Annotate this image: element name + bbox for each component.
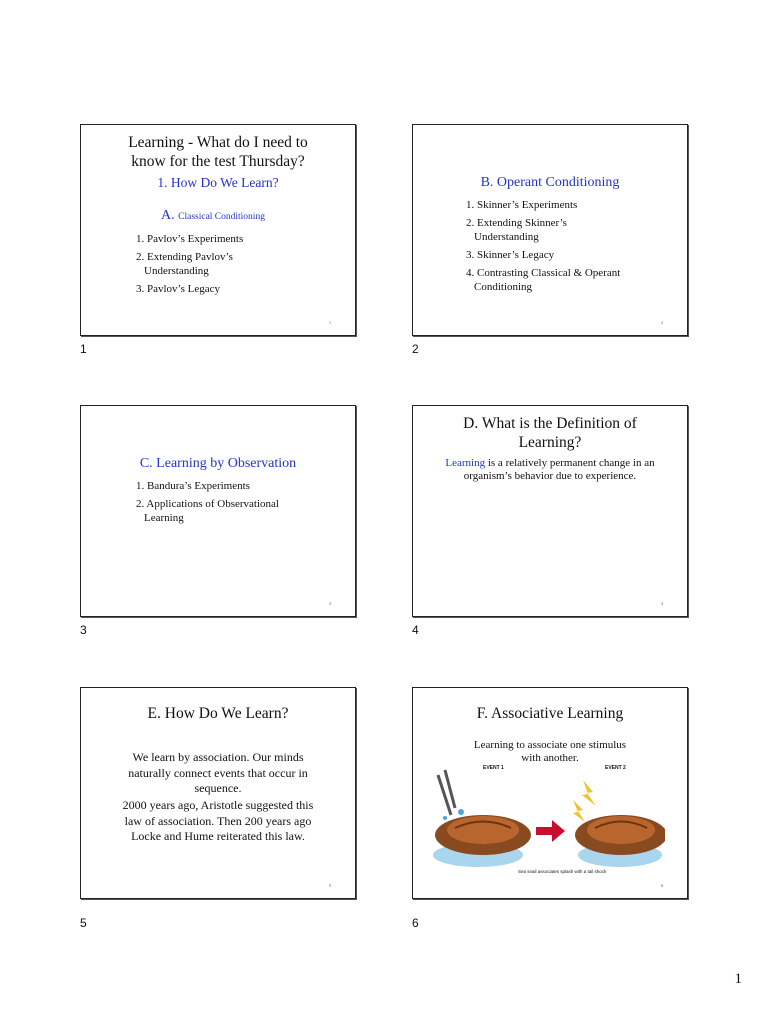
slide-caption-number: 5 — [80, 916, 87, 930]
page-number: 1 — [734, 971, 742, 987]
figure-caption: Sea snail associates splash with a tail shock — [518, 869, 607, 874]
arrow-head-icon — [552, 820, 565, 842]
slide-3 — [80, 405, 356, 617]
snail-shell-right — [587, 816, 655, 844]
slide-title: E. How Do We Learn? — [147, 705, 289, 722]
slide-4 — [412, 405, 688, 617]
slide-list — [466, 198, 620, 298]
list-item: 3. Skinner’s Legacy — [466, 249, 555, 261]
slide-caption-number: 3 — [80, 623, 87, 637]
slide-title: Learning - What do I need to know for the test Thursday? — [128, 134, 308, 170]
slide-number: 1 — [329, 320, 331, 325]
slide-number: 4 — [661, 601, 663, 606]
slide-1 — [80, 124, 356, 336]
sea-snail-figure — [433, 760, 665, 884]
slide-caption-number: 6 — [412, 916, 419, 930]
event-2-label: EVENT 2 — [605, 765, 626, 771]
shock-bolt-icon — [573, 800, 585, 822]
slide-caption-number: 2 — [412, 342, 419, 356]
slide-heading: 1. How Do We Learn? — [157, 175, 279, 190]
list-item: 2. Extending Pavlov’s Understanding — [136, 251, 233, 277]
snail-shell-left — [447, 816, 519, 844]
definition-term: Learning — [445, 457, 486, 469]
slide-number: 2 — [661, 320, 663, 325]
slide-caption-number: 1 — [80, 342, 87, 356]
slide-title: D. What is the Definition of Learning? — [463, 415, 637, 451]
water-drop — [458, 809, 464, 815]
slide-list — [136, 232, 243, 300]
sea-snail-illustration — [433, 760, 665, 884]
water-splash — [438, 770, 455, 815]
slide-2 — [412, 124, 688, 336]
definition-text — [431, 457, 669, 483]
slide-6 — [412, 687, 688, 899]
definition-body: is a relatively permanent change in an organism’s behavior due to experience. — [463, 457, 655, 482]
list-item: 3. Pavlov’s Legacy — [136, 283, 221, 295]
list-item: 2. Applications of Observational Learning — [136, 498, 279, 524]
arrow-shaft — [536, 827, 552, 835]
slide-title: F. Associative Learning — [476, 705, 624, 722]
slide-number: 3 — [329, 601, 331, 606]
slide-heading: C. Learning by Observation — [139, 456, 297, 471]
slide-paragraph: Learning to associate one stimulus with another. — [473, 739, 627, 764]
water-drop — [443, 816, 447, 820]
slide-5 — [80, 687, 356, 899]
list-item: 2. Extending Skinner’s Understanding — [466, 217, 567, 243]
slide-heading: B. Operant Conditioning — [480, 175, 620, 190]
shock-bolt-icon — [582, 780, 596, 806]
slide-number: 6 — [661, 883, 663, 888]
list-item: 1. Pavlov’s Experiments — [136, 233, 244, 245]
sub-prefix: A. — [161, 208, 175, 223]
slide-caption-number: 4 — [412, 623, 419, 637]
event-1-label: EVENT 1 — [483, 765, 504, 771]
slide-list — [136, 479, 279, 529]
slide-subheading — [161, 208, 265, 224]
list-item: 1. Skinner’s Experiments — [466, 199, 578, 211]
slide-paragraph: We learn by association. Our minds naturally connect events that occur in sequence. — [128, 750, 308, 795]
list-item: 4. Contrasting Classical & Operant Conditioning — [466, 267, 621, 293]
sub-label: Classical Conditioning — [178, 212, 265, 222]
list-item: 1. Bandura’s Experiments — [136, 480, 250, 492]
slide-paragraph: 2000 years ago, Aristotle suggested this law of association. Then 200 years ago Locke and Hume reiterated this law. — [122, 798, 314, 843]
slide-number: 5 — [329, 883, 331, 888]
